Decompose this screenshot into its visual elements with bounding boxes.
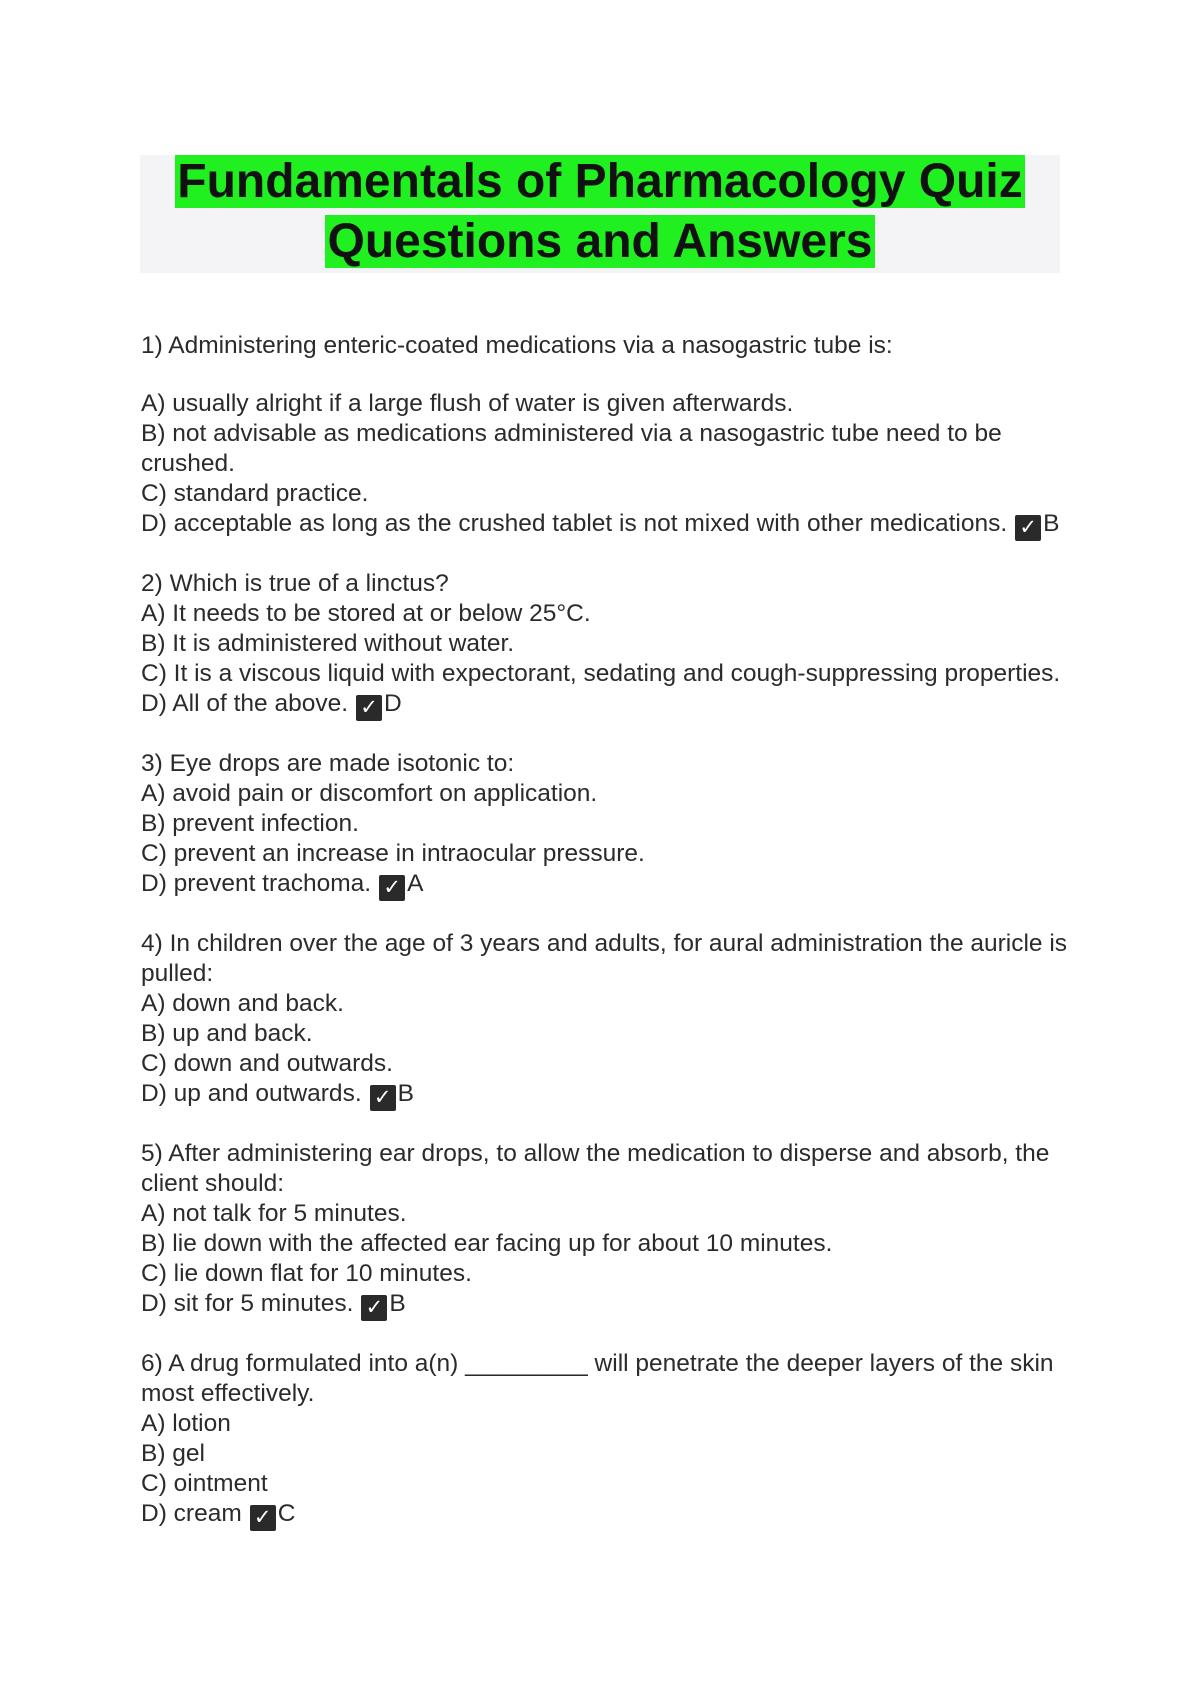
question-text: 5) After administering ear drops, to allow the medication to disperse and absorb, the client should: [141,1140,1050,1197]
option-b: B) prevent infection. [141,810,359,837]
answer-letter: A [407,870,424,897]
option-c: C) ointment [141,1470,268,1497]
option-d-with-answer [141,689,1081,721]
option-a: A) avoid pain or discomfort on application. [141,780,598,807]
option-b: B) not advisable as medications administered via a nasogastric tube need to be crushed. [141,420,1002,477]
question-text: 1) Administering enteric-coated medications via a nasogastric tube is: [141,332,893,359]
option-d: D) acceptable as long as the crushed tablet is not mixed with other medications. [141,510,1008,537]
check-box-icon: ✓ [370,1085,396,1111]
option-a: A) not talk for 5 minutes. [141,1200,407,1227]
answer-letter: B [1043,510,1060,537]
option-d-with-answer [141,1499,1081,1531]
option-d: D) sit for 5 minutes. [141,1290,354,1317]
check-box-icon: ✓ [361,1295,387,1321]
option-c: C) lie down flat for 10 minutes. [141,1260,472,1287]
question-3 [141,749,1081,901]
document-title [140,152,1060,272]
question-text: 4) In children over the age of 3 years and adults, for aural administration the auricle is pulled: [141,930,1068,987]
option-d-with-answer [141,1289,1081,1321]
option-d: D) All of the above. [141,690,349,717]
check-box-icon: ✓ [1015,515,1041,541]
option-c: C) It is a viscous liquid with expectorant, sedating and cough-suppressing properties. [141,660,1061,687]
option-c: C) prevent an increase in intraocular pressure. [141,840,645,867]
question-text: 6) A drug formulated into a(n) _________ will penetrate the deeper layers of the skin most effectively. [141,1350,1054,1407]
check-box-icon: ✓ [250,1505,276,1531]
option-a: A) It needs to be stored at or below 25°C. [141,600,591,627]
option-a: A) down and back. [141,990,344,1017]
title-line-1: Fundamentals of Pharmacology Quiz [177,155,1023,208]
question-4 [141,929,1081,1111]
check-box-icon: ✓ [356,695,382,721]
check-box-icon: ✓ [379,875,405,901]
option-b: B) gel [141,1440,206,1467]
option-b: B) It is administered without water. [141,630,515,657]
option-a: A) usually alright if a large flush of water is given afterwards. [141,390,794,417]
question-2 [141,569,1081,721]
answer-letter: B [389,1290,406,1317]
option-b: B) up and back. [141,1020,313,1047]
option-d-with-answer [141,1079,1081,1111]
option-d-with-answer [141,509,1081,541]
answer-letter: B [397,1080,414,1107]
answer-letter: C [277,1500,296,1527]
option-d: D) up and outwards. [141,1080,362,1107]
question-text: 3) Eye drops are made isotonic to: [141,750,515,777]
option-b: B) lie down with the affected ear facing up for about 10 minutes. [141,1230,833,1257]
quiz-list [141,331,1081,1559]
title-line-2: Questions and Answers [327,215,873,268]
option-d: D) prevent trachoma. [141,870,372,897]
question-text: 2) Which is true of a linctus? [141,570,449,597]
option-c: C) down and outwards. [141,1050,393,1077]
option-a: A) lotion [141,1410,231,1437]
option-d-with-answer [141,869,1081,901]
question-6 [141,1349,1081,1531]
answer-letter: D [384,690,402,717]
question-1 [141,331,1081,541]
option-d: D) cream [141,1500,242,1527]
option-c: C) standard practice. [141,480,369,507]
question-5 [141,1139,1081,1321]
